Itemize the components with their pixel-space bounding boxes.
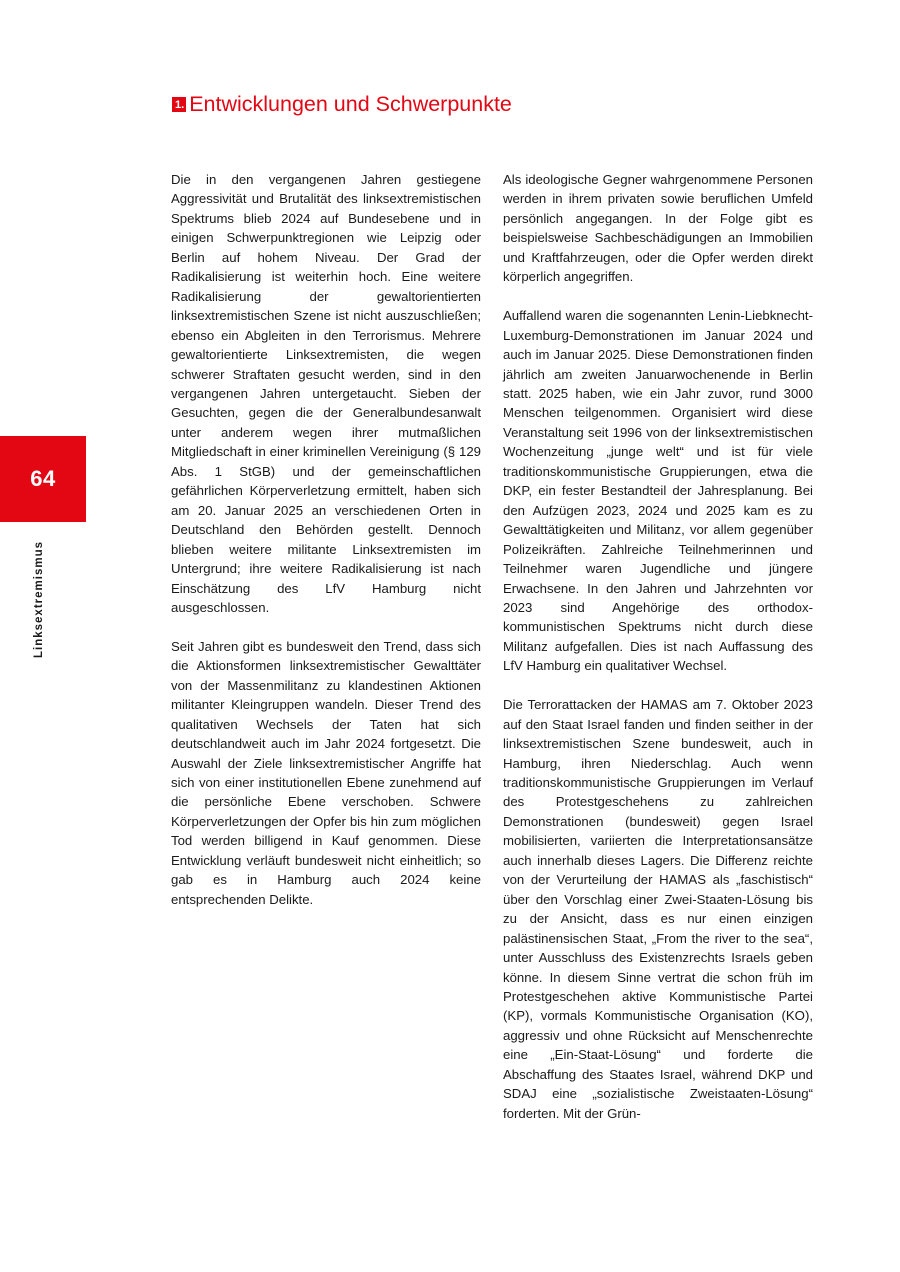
- section-side-label: Linksextremismus: [33, 541, 45, 658]
- page-number-tab: [0, 436, 86, 522]
- section-title: Entwicklungen und Schwerpunkte: [189, 92, 512, 116]
- left-text-column: [171, 170, 481, 929]
- paragraph: Auffallend waren die sogenannten Lenin-Liebknecht-Luxemburg-Demonstrationen im Januar 2024 und auch im Januar 2025. Diese Demonstrationen finden jährlich am zweiten Januarwochenende in Berlin statt. 2025 haben, wie ein Jahr zuvor, rund 3000 Menschen teilgenommen. Organisiert wird diese Veranstaltung seit 1996 von der linksextremistischen Wochenzeitung „junge welt“ und ist für viele traditionskommunistische Gruppierungen, etwa die DKP, ein fester Bestandteil der Jahresplanung. Bei den Aufzügen 2023, 2024 und 2025 kam es zu Gewalttätigkeiten und Militanz, vor allem gegenüber Polizeikräften. Zahlreiche Teilnehmerinnen und Teilnehmer waren Jugendliche und jüngere Erwachsene. In den Jahren und Jahrzehnten vor 2023 sind Angehörige des orthodox-kommunistischen Spektrums nicht durch diese Militanz aufgefallen. Dies ist nach Auffassung des LfV Hamburg ein qualitativer Wechsel.: [503, 308, 813, 674]
- paragraph: Die Terrorattacken der HAMAS am 7. Oktober 2023 auf den Staat Israel fanden und finden seither in der linksextremistischen Szene bundesweit, auch in Hamburg, ihren Niederschlag. Auch wenn traditionskommunistische Gruppierungen im Verlauf des Protestgeschehens zu zahlreichen Demonstrationen (bundesweit) gegen Israel mobilisierten, variierten die Interpretationsansätze auch innerhalb dieses Lagers. Die Differenz reichte von der Verurteilung der HAMAS als „faschistisch“ über den Vorschlag einer Zwei-Staaten-Lösung bis zu der Ansicht, dass es nur einen einzigen palästinensischen Staat, „From the river to the sea“, unter Ausschluss des Existenzrechts Israels geben könne. In diesem Sinne vertrat die schon früh im Protestgeschehen aktive Kommunistische Partei (KP), vormals Kommunistische Organisation (KO), aggressiv und ohne Rücksicht auf Menschenrechte eine „Ein-Staat-Lösung“ und forderte die Abschaffung des Staates Israel, während DKP und SDAJ eine „sozialistische Zweistaaten-Lösung“ forderten. Mit der Grün-: [503, 697, 813, 1121]
- paragraph: Seit Jahren gibt es bundesweit den Trend, dass sich die Aktionsformen linksextremistischer Gewalttäter von der Massenmilitanz zu klandestinen Aktionen militanter Kleingruppen wandeln. Dieser Trend des qualitativen Wechsels der Taten hat sich deutschlandweit auch im Jahr 2024 fortgesetzt. Die Auswahl der Ziele linksextremistischer Angriffe hat sich von einer institutionellen Ebene zunehmend auf die persönliche Ebene verschoben. Schwere Körperverletzungen der Opfer bis hin zum möglichen Tod werden billigend in Kauf genommen. Diese Entwicklung verläuft bundesweit nicht einheitlich; so gab es in Hamburg auch 2024 keine entsprechenden Delikte.: [171, 638, 481, 907]
- right-text-column: [503, 170, 813, 1143]
- paragraph: Die in den vergangenen Jahren gestiegene Aggressivität und Brutalität des linksextremistischen Spektrums blieb 2024 auf Bundesebene und in einigen Schwerpunktregionen wie Leipzig oder Berlin auf hohem Niveau. Der Grad der Radikalisierung ist weiterhin hoch. Eine weitere Radikalisierung der gewaltorientierten linksextremistischen Szene ist nicht auszuschließen; ebenso ein Abgleiten in den Terrorismus. Mehrere gewaltorientierte Linksextremisten, die wegen schwerer Straftaten gesucht werden, sind in den vergangenen Jahren untergetaucht. Sieben der Gesuchten, gegen die der Generalbundesanwalt unter anderem wegen ihrer mutmaßlichen Mitgliedschaft in einer kriminellen Vereinigung (§ 129 Abs. 1 StGB) und der gemeinschaftlichen gefährlichen Körperverletzung ermittelt, haben sich am 20. Januar 2025 an verschiedenen Orten in Deutschland den Behörden gestellt. Dennoch blieben weitere militante Linksextremisten im Untergrund; ihre weitere Radikalisierung ist nach Einschätzung des LfV Hamburg nicht ausgeschlossen.: [171, 172, 481, 615]
- paragraph: Als ideologische Gegner wahrgenommene Personen werden in ihrem privaten sowie beruflichen Umfeld persönlich angegangen. In der Folge gibt es beispielsweise Sachbeschädigungen an Immobilien und Kraftfahrzeugen, oder die Opfer werden direkt körperlich angegriffen.: [503, 172, 813, 285]
- page-number: 64: [30, 466, 56, 491]
- section-number-badge: 1.: [172, 97, 186, 112]
- section-heading: [172, 92, 532, 117]
